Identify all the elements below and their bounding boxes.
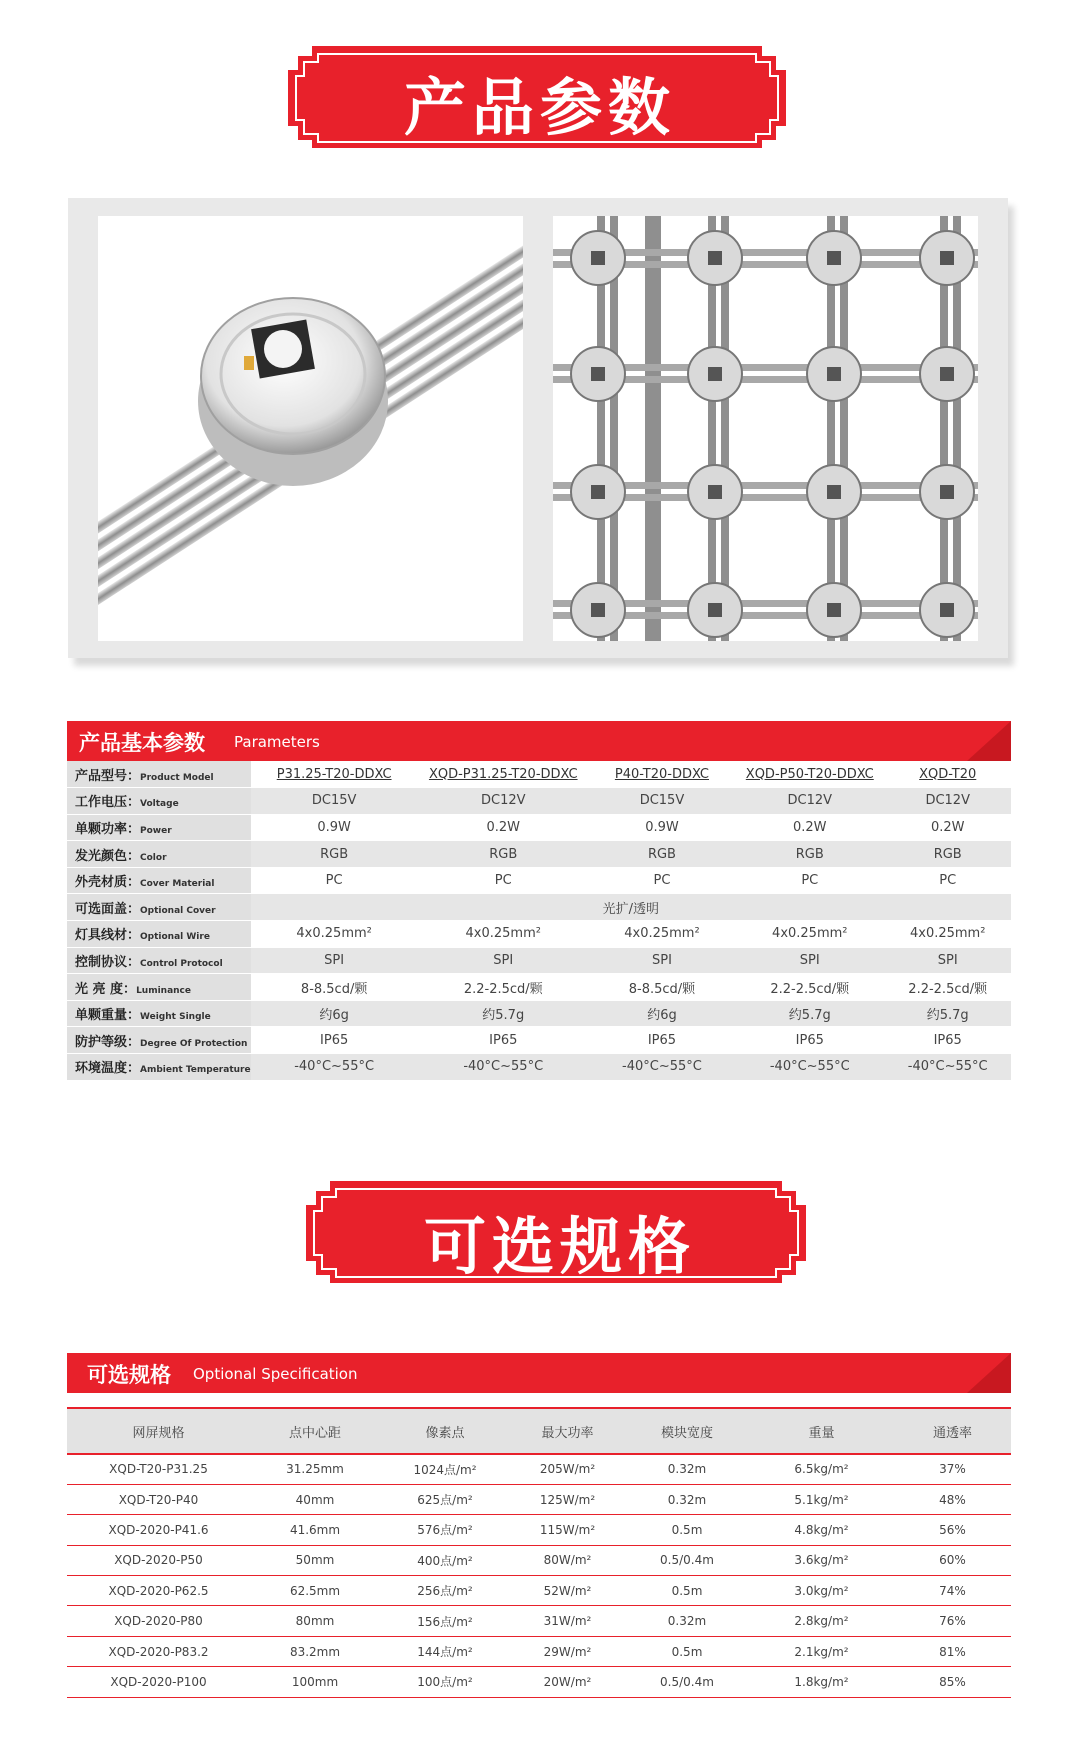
param-value-cell: IP65 — [251, 1027, 418, 1054]
spec-cell: 2.1kg/m² — [749, 1636, 894, 1666]
param-label-cn: 产品型号： — [75, 768, 141, 784]
spec-cell: XQD-2020-P41.6 — [67, 1515, 250, 1545]
spec-cell: 31W/m² — [510, 1606, 625, 1636]
parameters-header — [67, 721, 1011, 761]
spec-cell: 0.32m — [625, 1606, 749, 1636]
spec-table — [67, 1407, 1011, 1698]
param-value-cell: 8-8.5cd/颗 — [589, 974, 735, 1001]
param-value-cell: PC — [884, 867, 1011, 894]
param-value-cell: SPI — [251, 947, 418, 974]
param-row — [67, 788, 1011, 815]
param-value-cell: PC — [735, 867, 884, 894]
spec-cell: 144点/m² — [380, 1636, 510, 1666]
param-label-cn: 防护等级： — [75, 1034, 141, 1050]
spec-cell: 80W/m² — [510, 1545, 625, 1575]
spec-cell: 80mm — [250, 1606, 380, 1636]
spec-cell: XQD-2020-P50 — [67, 1545, 250, 1575]
spec-row — [67, 1545, 1011, 1575]
param-value-cell: PC — [589, 867, 735, 894]
spec-cell: 1.8kg/m² — [749, 1667, 894, 1697]
param-label-en: Degree Of Protection — [140, 1038, 248, 1049]
spec-cell: 0.5/0.4m — [625, 1667, 749, 1697]
param-label — [67, 894, 251, 921]
param-label — [67, 761, 251, 788]
spec-cell: 76% — [894, 1606, 1011, 1636]
spec-cell: 156点/m² — [380, 1606, 510, 1636]
spec-row — [67, 1484, 1011, 1514]
param-label — [67, 974, 251, 1001]
param-value-cell: IP65 — [735, 1027, 884, 1054]
param-row — [67, 974, 1011, 1001]
spec-cell: 100点/m² — [380, 1667, 510, 1697]
param-label — [67, 841, 251, 868]
param-label-en: Optional Cover — [140, 905, 216, 916]
spec-cell: 256点/m² — [380, 1576, 510, 1606]
param-value-cell: RGB — [589, 841, 735, 868]
param-value-cell: 约5.7g — [735, 1000, 884, 1027]
param-label-en: Luminance — [136, 985, 191, 996]
spec-title: 可选规格 — [87, 1363, 171, 1387]
param-value-cell: 0.2W — [418, 814, 589, 841]
spec-cell: 3.6kg/m² — [749, 1545, 894, 1575]
param-label-cn: 工作电压： — [75, 795, 141, 811]
spec-table-body — [67, 1454, 1011, 1697]
spec-cell: 0.5m — [625, 1576, 749, 1606]
param-value-cell: IP65 — [884, 1027, 1011, 1054]
spec-cell: 400点/m² — [380, 1545, 510, 1575]
param-row — [67, 1000, 1011, 1027]
spec-column-header: 网屏规格 — [67, 1408, 250, 1454]
param-value-cell: -40°C~55°C — [418, 1054, 589, 1081]
spec-cell: 5.1kg/m² — [749, 1484, 894, 1514]
param-label-en: Product Model — [140, 772, 214, 783]
spec-cell: 85% — [894, 1667, 1011, 1697]
spec-cell: 6.5kg/m² — [749, 1454, 894, 1484]
spec-cell: 0.32m — [625, 1484, 749, 1514]
spec-cell: 100mm — [250, 1667, 380, 1697]
param-value-cell: DC15V — [251, 788, 418, 815]
param-value-cell: 2.2-2.5cd/颗 — [884, 974, 1011, 1001]
spec-column-header: 像素点 — [380, 1408, 510, 1454]
spec-column-header: 点中心距 — [250, 1408, 380, 1454]
spec-table-header-row — [67, 1408, 1011, 1454]
param-value-cell: SPI — [418, 947, 589, 974]
spec-cell: 0.5/0.4m — [625, 1545, 749, 1575]
parameters-table-body — [67, 761, 1011, 1080]
spec-row — [67, 1454, 1011, 1484]
param-value-cell: RGB — [251, 841, 418, 868]
param-label-cn: 单颗重量： — [75, 1008, 141, 1024]
param-value-cell: SPI — [884, 947, 1011, 974]
param-value-cell: -40°C~55°C — [735, 1054, 884, 1081]
param-label — [67, 867, 251, 894]
param-value-cell: 4x0.25mm² — [884, 921, 1011, 948]
parameters-table — [67, 761, 1011, 1081]
param-label-cn: 光 亮 度： — [75, 981, 137, 997]
param-value-cell: 4x0.25mm² — [251, 921, 418, 948]
spec-cell: 56% — [894, 1515, 1011, 1545]
param-row — [67, 814, 1011, 841]
param-label-cn: 单颗功率： — [75, 821, 141, 837]
param-value-cell: RGB — [735, 841, 884, 868]
parameters-title: 产品基本参数 — [79, 731, 205, 755]
param-value-cell: IP65 — [418, 1027, 589, 1054]
spec-column-header: 通透率 — [894, 1408, 1011, 1454]
param-label-cn: 灯具线材： — [75, 928, 141, 944]
param-label-cn: 可选面盖： — [75, 901, 141, 917]
spec-cell: 4.8kg/m² — [749, 1515, 894, 1545]
param-value-cell: -40°C~55°C — [884, 1054, 1011, 1081]
param-value-cell: DC12V — [884, 788, 1011, 815]
spec-column-header: 模块宽度 — [625, 1408, 749, 1454]
spec-cell: XQD-2020-P80 — [67, 1606, 250, 1636]
param-value-cell: DC12V — [418, 788, 589, 815]
spec-subtitle: Optional Specification — [193, 1365, 358, 1383]
spec-row — [67, 1606, 1011, 1636]
param-value-cell: -40°C~55°C — [251, 1054, 418, 1081]
param-value-cell: 0.2W — [735, 814, 884, 841]
banner-optional-spec — [0, 1177, 1080, 1287]
spec-cell: 60% — [894, 1545, 1011, 1575]
spec-cell: 74% — [894, 1576, 1011, 1606]
param-value-cell: 0.9W — [589, 814, 735, 841]
param-label-cn: 外壳材质： — [75, 875, 141, 891]
spec-cell: 625点/m² — [380, 1484, 510, 1514]
spec-column-header: 最大功率 — [510, 1408, 625, 1454]
param-value-cell: DC12V — [735, 788, 884, 815]
spec-cell: 2.8kg/m² — [749, 1606, 894, 1636]
param-value-cell: PC — [418, 867, 589, 894]
spec-cell: 48% — [894, 1484, 1011, 1514]
param-label-en: Ambient Temperature — [140, 1065, 251, 1076]
spec-cell: 3.0kg/m² — [749, 1576, 894, 1606]
spec-cell: 0.32m — [625, 1454, 749, 1484]
param-value-cell: 8-8.5cd/颗 — [251, 974, 418, 1001]
param-label-en: Voltage — [140, 799, 179, 810]
param-row — [67, 894, 1011, 921]
param-value-cell: 2.2-2.5cd/颗 — [418, 974, 589, 1001]
param-label-cn: 环境温度： — [75, 1061, 141, 1077]
param-label-en: Control Protocol — [140, 958, 223, 969]
spec-cell: 41.6mm — [250, 1515, 380, 1545]
spec-cell: 50mm — [250, 1545, 380, 1575]
param-value-cell: 约6g — [251, 1000, 418, 1027]
banner-product-parameters — [0, 42, 1080, 152]
param-row-model — [67, 761, 1011, 788]
spec-cell: XQD-2020-P62.5 — [67, 1576, 250, 1606]
spec-row — [67, 1576, 1011, 1606]
spec-cell: 1024点/m² — [380, 1454, 510, 1484]
param-value-cell: 4x0.25mm² — [589, 921, 735, 948]
param-merged-cell: 光扩/透明 — [251, 894, 1011, 921]
param-label-cn: 发光颜色： — [75, 848, 141, 864]
param-label-en: Color — [140, 852, 167, 863]
param-label-en: Power — [140, 825, 172, 836]
spec-cell: XQD-2020-P83.2 — [67, 1636, 250, 1666]
param-label-en: Weight Single — [140, 1012, 211, 1023]
spec-cell: XQD-T20-P31.25 — [67, 1454, 250, 1484]
spec-column-header: 重量 — [749, 1408, 894, 1454]
param-value-cell: IP65 — [589, 1027, 735, 1054]
param-label — [67, 788, 251, 815]
spec-cell: 20W/m² — [510, 1667, 625, 1697]
spec-cell: 115W/m² — [510, 1515, 625, 1545]
param-value-cell: RGB — [418, 841, 589, 868]
param-value-cell: RGB — [884, 841, 1011, 868]
param-value-cell: SPI — [735, 947, 884, 974]
param-value-cell: 2.2-2.5cd/颗 — [735, 974, 884, 1001]
spec-cell: 81% — [894, 1636, 1011, 1666]
param-label-en: Cover Material — [140, 879, 215, 890]
param-label — [67, 947, 251, 974]
pixel-node-illustration — [98, 216, 523, 641]
param-model-cell: P40-T20-DDXC — [589, 761, 735, 788]
param-label — [67, 814, 251, 841]
spec-cell: 205W/m² — [510, 1454, 625, 1484]
product-closeup-photo — [98, 216, 523, 641]
param-value-cell: 0.2W — [884, 814, 1011, 841]
param-label — [67, 1027, 251, 1054]
param-label — [67, 921, 251, 948]
pixel-grid-photo — [553, 216, 978, 641]
param-row — [67, 867, 1011, 894]
param-label — [67, 1054, 251, 1081]
param-value-cell: SPI — [589, 947, 735, 974]
param-model-cell: XQD-P50-T20-DDXC — [735, 761, 884, 788]
spec-cell: XQD-2020-P100 — [67, 1667, 250, 1697]
banner-title-2: 可选规格 — [423, 1210, 696, 1283]
param-model-cell: XQD-T20 — [884, 761, 1011, 788]
param-row — [67, 921, 1011, 948]
spec-cell: 52W/m² — [510, 1576, 625, 1606]
param-value-cell: -40°C~55°C — [589, 1054, 735, 1081]
header-corner-decoration — [67, 721, 1011, 761]
param-row — [67, 1054, 1011, 1081]
param-label-cn: 控制协议： — [75, 954, 141, 970]
spec-row — [67, 1515, 1011, 1545]
param-value-cell: DC15V — [589, 788, 735, 815]
spec-cell: 62.5mm — [250, 1576, 380, 1606]
spec-cell: 0.5m — [625, 1636, 749, 1666]
spec-header — [67, 1353, 1011, 1393]
spec-cell: 576点/m² — [380, 1515, 510, 1545]
spec-cell: 83.2mm — [250, 1636, 380, 1666]
param-value-cell: 约6g — [589, 1000, 735, 1027]
param-label — [67, 1000, 251, 1027]
spec-cell: 125W/m² — [510, 1484, 625, 1514]
param-value-cell: 约5.7g — [884, 1000, 1011, 1027]
parameters-subtitle: Parameters — [234, 733, 320, 751]
spec-cell: 29W/m² — [510, 1636, 625, 1666]
param-model-cell: P31.25-T20-DDXC — [251, 761, 418, 788]
banner-title: 产品参数 — [403, 71, 676, 144]
spec-cell: 31.25mm — [250, 1454, 380, 1484]
param-value-cell: 0.9W — [251, 814, 418, 841]
param-value-cell: PC — [251, 867, 418, 894]
spec-row — [67, 1636, 1011, 1666]
spec-cell: 40mm — [250, 1484, 380, 1514]
led-grid-illustration — [553, 216, 978, 641]
param-value-cell: 约5.7g — [418, 1000, 589, 1027]
param-row — [67, 841, 1011, 868]
product-photo-panel — [68, 198, 1008, 658]
param-row — [67, 1027, 1011, 1054]
param-label-en: Optional Wire — [140, 932, 210, 943]
spec-row — [67, 1667, 1011, 1697]
param-value-cell: 4x0.25mm² — [418, 921, 589, 948]
spec-cell: 0.5m — [625, 1515, 749, 1545]
param-value-cell: 4x0.25mm² — [735, 921, 884, 948]
spec-cell: XQD-T20-P40 — [67, 1484, 250, 1514]
param-row — [67, 947, 1011, 974]
spec-cell: 37% — [894, 1454, 1011, 1484]
param-model-cell: XQD-P31.25-T20-DDXC — [418, 761, 589, 788]
